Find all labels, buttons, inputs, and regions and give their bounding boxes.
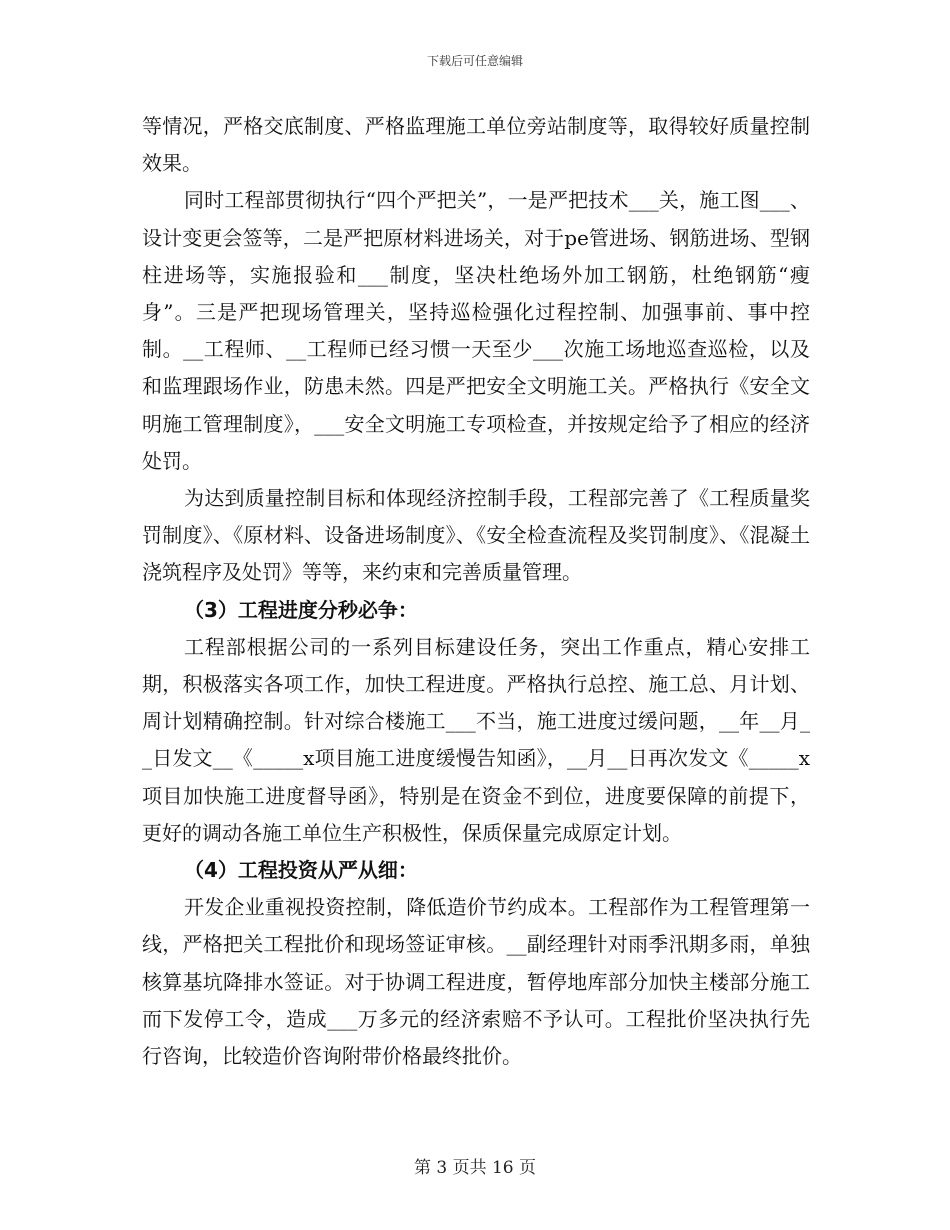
document-body xyxy=(142,108,810,1075)
paragraph-3: 为达到质量控制目标和体现经济控制手段，工程部完善了《工程质量奖罚制度》、《原材料、设备进场制度》、《安全检查流程及奖罚制度》、《混凝土浇筑程序及处罚》等等，来约束和完善质量管理。 xyxy=(142,486,810,585)
section-heading-4: （4）工程投资从严从细： xyxy=(184,858,418,883)
section-heading-3: （3）工程进度分秒必争： xyxy=(184,597,418,622)
paragraph-5: 开发企业重视投资控制，降低造价节约成本。工程部作为工程管理第一线，严格把关工程批价和现场签证审核。__副经理针对雨季汛期多雨，单独核算基坑降排水签证。对于协调工程进度，暂停地库部分加快主楼部分施工而下发停工令，造成___万多元的经济索赔不予认可。工程批价坚决执行先行咨询，比较造价咨询附带价格最终批价。 xyxy=(142,895,810,1069)
paragraph-1: 等情况，严格交底制度、严格监理施工单位旁站制度等，取得较好质量控制效果。 xyxy=(142,114,810,176)
page-header: 下载后可任意编辑 xyxy=(426,54,523,68)
page-footer: 第 3 页共 16 页 xyxy=(413,1158,537,1178)
paragraph-4: 工程部根据公司的一系列目标建设任务，突出工作重点，精心安排工期，积极落实各项工作，加快工程进度。严格执行总控、施工总、月计划、周计划精确控制。针对综合楼施工___不当，施工进度过缓问题，__年__月__日发文__《_____x项目施工进度缓慢告知函》，__月__日再次发文《_____x项目加快施工进度督导函》，特别是在资金不到位，进度要保障的前提下，更好的调动各施工单位生产积极性，保质保量完成原定计划。 xyxy=(142,634,810,845)
paragraph-2: 同时工程部贯彻执行“四个严把关”，一是严把技术___关，施工图___、设计变更会签等，二是严把原材料进场关，对于pe管进场、钢筋进场、型钢柱进场等，实施报验和___制度，坚决杜绝场外加工钢筋，杜绝钢筋“瘦身”。三是严把现场管理关，坚持巡检强化过程控制、加强事前、事中控制。__工程师、__工程师已经习惯一天至少___次施工场地巡查巡检，以及和监理跟场作业，防患未然。四是严把安全文明施工关。严格执行《安全文明施工管理制度》，___安全文明施工专项检查，并按规定给予了相应的经济处罚。 xyxy=(142,188,810,473)
